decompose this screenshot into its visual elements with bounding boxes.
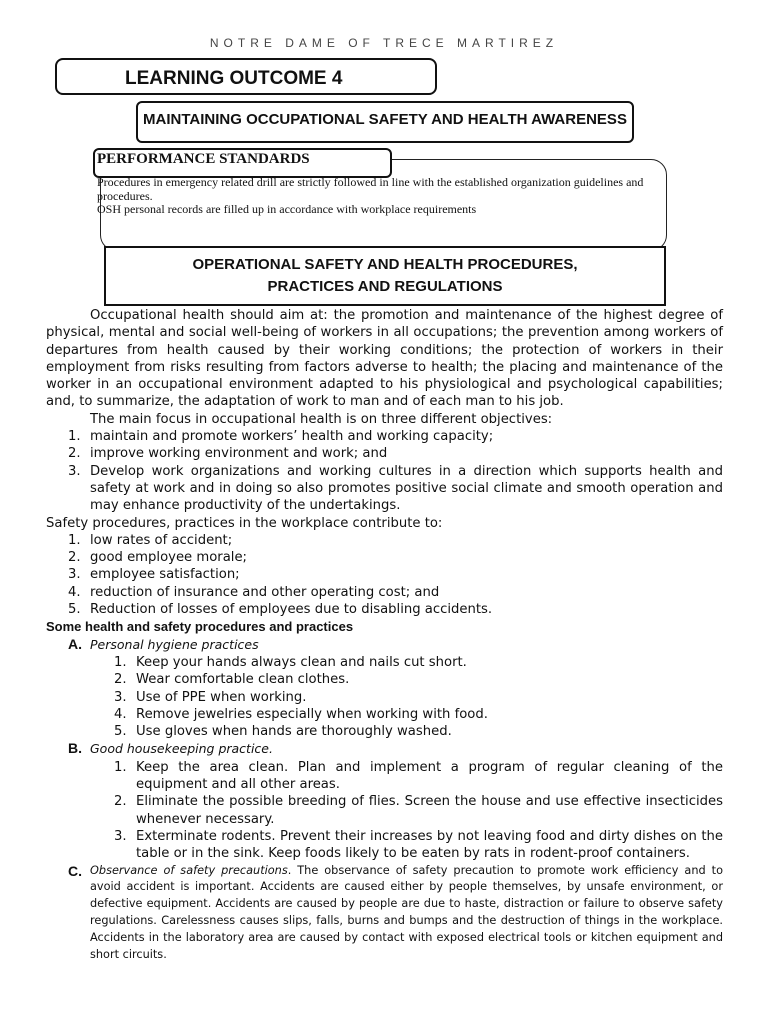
list-item [46,671,723,688]
performance-standard-item: OSH personal records are filled up in accordance with workplace requirements [97,202,477,216]
learning-outcome-title: LEARNING OUTCOME 4 [55,58,437,95]
section-b-heading [46,740,723,758]
item-text: Use of PPE when working. [136,689,307,705]
objectives-intro: The main focus in occupational health is on three different objectives: [90,411,553,427]
item-text: Exterminate rodents. Prevent their increases by not leaving food and dirty dishes on the table or in the sink. Keep foods likely to be eaten by rats in rodent-proof containers. [136,828,723,862]
objectives-list [46,428,723,514]
item-number: 1. [68,532,81,548]
section-a-list [46,654,723,740]
item-number: 4. [68,584,81,600]
item-text: maintain and promote workers’ health and working capacity; [90,429,494,445]
section-letter: B. [68,740,82,757]
performance-standards-list [97,176,657,217]
list-item [46,706,723,723]
section-title: Personal hygiene practices [90,636,259,652]
list-item [46,654,723,671]
section-title-line-2: PRACTICES AND REGULATIONS [267,278,503,295]
list-item [46,463,723,515]
item-number: 2. [68,446,81,462]
main-content [46,307,723,964]
item-text: employee satisfaction; [90,567,240,583]
section-a-heading [46,636,723,654]
item-number: 4. [114,706,127,722]
list-item [46,601,723,618]
item-number: 1. [114,759,127,775]
list-item [46,445,723,462]
safety-list [46,532,723,618]
practices-heading: Some health and safety procedures and practices [46,619,354,635]
item-number: 3. [68,567,81,583]
item-text: Eliminate the possible breeding of flies. Screen the house and use effective insecticides whenever necessary. [136,794,723,827]
item-text: reduction of insurance and other operating cost; and [90,584,440,600]
item-number: 5. [114,724,127,740]
list-item [46,584,723,601]
item-text: Develop work organizations and working cultures in a direction which supports health and safety at work and in doing so also promotes positive social climate and smooth operation and may enhance productivity of the undertakings. [90,463,723,514]
intro-paragraph: Occupational health should aim at: the promotion and maintenance of the highest degree of physical, mental and social well-being of workers in all occupations; the prevention among workers of departures from health caused by their working conditions; the protection of workers in their employment from risks resulting from factors adverse to health; the placing and maintenance of the worker in an occupational environment adapted to his physiological and psychological capabilities; and, to summarize, the adaptation of work to man and of each man to his job. [46,308,723,410]
item-number: 2. [114,672,127,688]
item-number: 2. [68,550,81,566]
item-text: Keep the area clean. Plan and implement a program of regular cleaning of the equipment and all other areas. [136,759,723,793]
item-text: Use gloves when hands are thoroughly washed. [136,724,452,740]
section-title: Good housekeeping practice. [90,741,273,757]
list-item [46,793,723,828]
item-text: Keep your hands always clean and nails cut short. [136,654,467,670]
list-item [46,428,723,445]
performance-standards-title: PERFORMANCE STANDARDS [93,148,392,178]
section-c [46,863,723,964]
section-title: Observance of safety precautions [90,863,288,877]
list-item [46,828,723,863]
module-subtitle: MAINTAINING OCCUPATIONAL SAFETY AND HEALTH AWARENESS [136,101,634,143]
item-number: 1. [68,429,81,445]
safety-intro: Safety procedures, practices in the workplace contribute to: [46,515,443,531]
item-text: Wear comfortable clean clothes. [136,672,350,688]
item-text: low rates of accident; [90,532,233,548]
item-text: Remove jewelries especially when working with food. [136,706,488,722]
list-item [46,689,723,706]
list-item [46,566,723,583]
section-c-body: . The observance of safety precaution to promote work efficiency and to avoid accident is important. Accidents are caused either by people themselves, by unsafe environment, or defective equipment. Accidents are caused by people are due to haste, distraction or failure to observe safety regulations. Carelessness causes slips, falls, burns and bumps and the destruction of things in the workplace. Accidents in the laboratory area are caused by contact with exposed electrical tools or kitchen equipment and short circuits. [90,863,723,962]
item-number: 2. [114,794,127,810]
list-item [46,549,723,566]
section-title [104,246,666,306]
section-letter: C. [68,862,82,879]
item-number: 3. [114,689,127,705]
performance-standard-item: Procedures in emergency related drill are strictly followed in line with the established organization guidelines and procedures. [97,175,644,203]
list-item [46,759,723,794]
section-letter: A. [68,635,82,652]
list-item [46,723,723,740]
list-item [46,532,723,549]
item-number: 1. [114,654,127,670]
section-b-list [46,759,723,863]
item-text: Reduction of losses of employees due to disabling accidents. [90,602,493,618]
item-text: good employee morale; [90,550,247,566]
item-number: 5. [68,602,81,618]
section-title-line-1: OPERATIONAL SAFETY AND HEALTH PROCEDURES, [192,256,578,273]
item-number: 3. [68,463,81,479]
item-text: improve working environment and work; and [90,446,388,462]
item-number: 3. [114,828,127,844]
school-header: NOTRE DAME OF TRECE MARTIREZ [209,36,559,50]
